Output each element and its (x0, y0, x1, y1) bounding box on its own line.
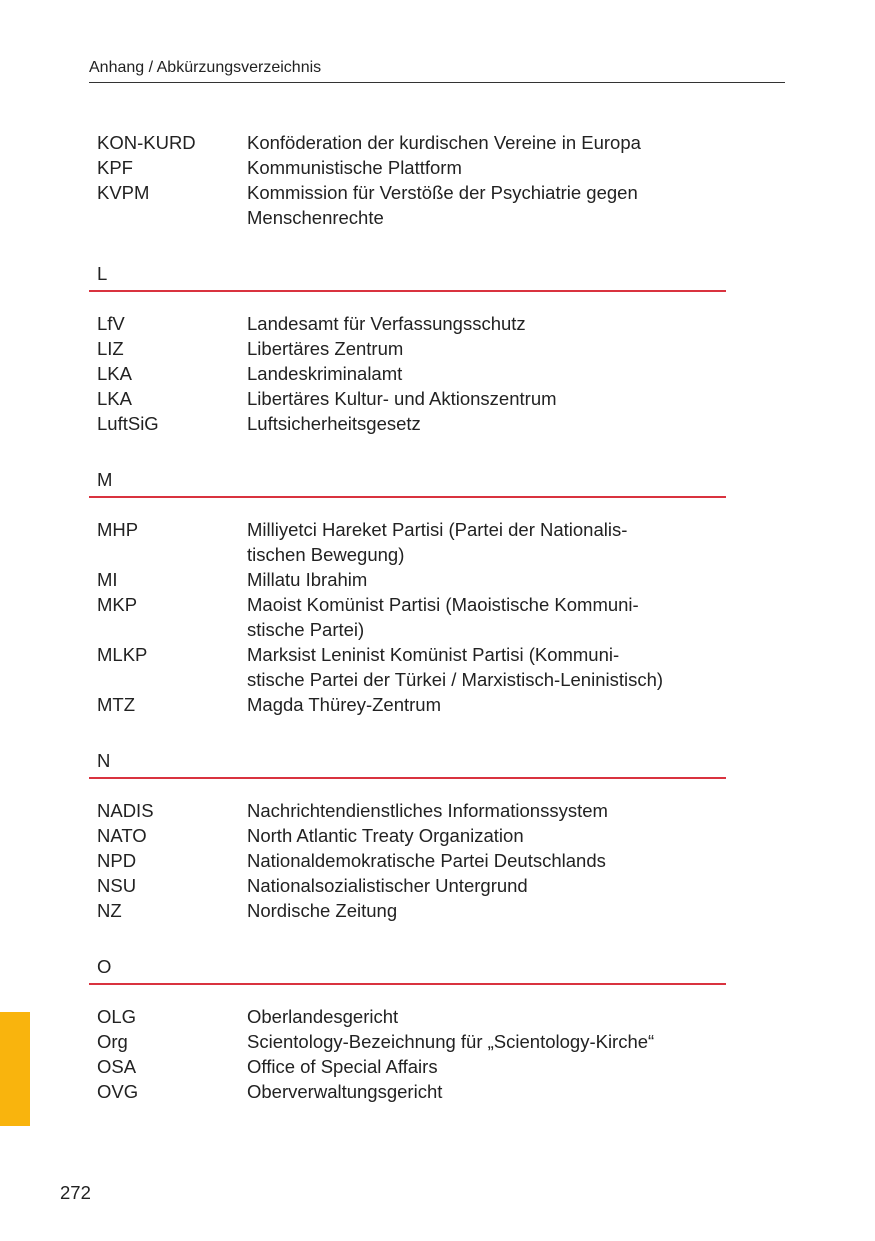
section-divider (89, 290, 726, 292)
abbreviation-term: LKA (97, 363, 132, 384)
definition-line: Nachrichtendienstliches Informationssystem (247, 800, 608, 821)
abbreviation-entry (97, 823, 737, 848)
abbreviation-entry (97, 567, 737, 592)
definition-line: Oberlandesgericht (247, 1006, 399, 1027)
section-divider (89, 496, 726, 498)
abbreviation-entry (97, 692, 737, 717)
abbreviation-entry (97, 798, 737, 823)
abbreviation-entry (97, 386, 737, 411)
abbreviation-definition (247, 311, 526, 336)
definition-line: Magda Thürey-Zentrum (247, 694, 441, 715)
abbreviation-definition (247, 1079, 442, 1104)
abbreviation-term: OLG (97, 1006, 137, 1027)
running-header-title: Anhang / Abkürzungsverzeichnis (89, 59, 322, 76)
abbreviation-entry (97, 1079, 737, 1104)
section-divider (89, 777, 726, 779)
page-number: 272 (60, 1182, 91, 1203)
abbreviation-definition (247, 1004, 398, 1029)
definition-line: Nordische Zeitung (247, 900, 398, 921)
abbreviation-definition (247, 1029, 654, 1054)
abbreviation-entry (97, 873, 737, 898)
abbreviation-term: MHP (97, 519, 139, 540)
abbreviation-entry (97, 411, 737, 436)
definition-line: Milliyetci Hareket Partisi (Partei der Nationalis- (247, 519, 628, 540)
definition-line: Kommission für Verstöße der Psychiatrie gegen (247, 182, 638, 203)
chapter-tab-marker (0, 1012, 30, 1126)
section-letter: O (97, 956, 112, 977)
abbreviation-entry (97, 311, 737, 336)
abbreviation-entry (97, 361, 737, 386)
abbreviation-entry (97, 642, 737, 692)
abbreviation-entry (97, 1029, 737, 1054)
abbreviation-entry (97, 1054, 737, 1079)
abbreviation-definition (247, 898, 397, 923)
abbreviation-definition (247, 411, 421, 436)
definition-line: Marksist Leninist Komünist Partisi (Kommuni- (247, 644, 620, 665)
abbreviation-definition (247, 180, 638, 230)
section-letter: L (97, 263, 108, 284)
abbreviation-definition (247, 386, 557, 411)
abbreviation-term: LfV (97, 313, 125, 334)
definition-line: Scientology-Bezeichnung für „Scientology-Kirche“ (247, 1031, 655, 1052)
definition-line: Kommunistische Plattform (247, 157, 462, 178)
definition-line: Maoist Komünist Partisi (Maoistische Kommuni- (247, 594, 639, 615)
abbreviation-term: KPF (97, 157, 133, 178)
abbreviation-term: NATO (97, 825, 147, 846)
definition-line: Millatu Ibrahim (247, 569, 368, 590)
abbreviation-term: NPD (97, 850, 137, 871)
abbreviation-definition (247, 567, 367, 592)
abbreviation-definition (247, 130, 641, 155)
abbreviation-definition (247, 692, 441, 717)
abbreviation-term: OVG (97, 1081, 139, 1102)
abbreviation-definition (247, 823, 524, 848)
abbreviation-term: Org (97, 1031, 128, 1052)
section-divider (89, 983, 726, 985)
abbreviation-term: MI (97, 569, 118, 590)
abbreviation-term: LuftSiG (97, 413, 159, 434)
definition-line: stische Partei der Türkei / Marxistisch-Leninistisch) (247, 669, 664, 690)
definition-line: tischen Bewegung) (247, 544, 405, 565)
abbreviation-definition (247, 1054, 438, 1079)
abbreviation-term: MTZ (97, 694, 136, 715)
abbreviation-definition (247, 798, 608, 823)
abbreviation-definition (247, 848, 606, 873)
abbreviation-term: KVPM (97, 182, 150, 203)
section-letter: N (97, 750, 111, 771)
definition-line: Libertäres Zentrum (247, 338, 404, 359)
section-letter: M (97, 469, 113, 490)
definition-line: Nationaldemokratische Partei Deutschlands (247, 850, 606, 871)
definition-line: Menschenrechte (247, 207, 384, 228)
abbreviation-entry (97, 180, 737, 230)
definition-line: Oberverwaltungsgericht (247, 1081, 443, 1102)
abbreviation-definition (247, 642, 663, 692)
abbreviation-entry (97, 898, 737, 923)
abbreviation-term: NZ (97, 900, 122, 921)
abbreviation-term: MLKP (97, 644, 148, 665)
abbreviation-term: OSA (97, 1056, 137, 1077)
abbreviation-entry (97, 155, 737, 180)
definition-line: Landeskriminalamt (247, 363, 403, 384)
abbreviation-entry (97, 517, 737, 567)
abbreviation-definition (247, 155, 462, 180)
abbreviation-definition (247, 361, 402, 386)
definition-line: Libertäres Kultur- und Aktionszentrum (247, 388, 557, 409)
definition-line: North Atlantic Treaty Organization (247, 825, 524, 846)
definition-line: Landesamt für Verfassungsschutz (247, 313, 526, 334)
abbreviation-definition (247, 517, 627, 567)
abbreviation-term: NSU (97, 875, 137, 896)
abbreviation-entry (97, 130, 737, 155)
abbreviation-entry (97, 592, 737, 642)
definition-line: stische Partei) (247, 619, 365, 640)
definition-line: Luftsicherheitsgesetz (247, 413, 421, 434)
abbreviation-term: LIZ (97, 338, 124, 359)
abbreviation-entry (97, 1004, 737, 1029)
definition-line: Office of Special Affairs (247, 1056, 438, 1077)
abbreviation-term: NADIS (97, 800, 154, 821)
abbreviation-term: KON-KURD (97, 132, 196, 153)
abbreviation-definition (247, 873, 528, 898)
abbreviation-term: LKA (97, 388, 132, 409)
abbreviation-definition (247, 592, 639, 642)
abbreviation-entry (97, 336, 737, 361)
abbreviation-entry (97, 848, 737, 873)
definition-line: Konföderation der kurdischen Vereine in Europa (247, 132, 641, 153)
definition-line: Nationalsozialistischer Untergrund (247, 875, 528, 896)
abbreviation-term: MKP (97, 594, 138, 615)
abbreviation-definition (247, 336, 403, 361)
